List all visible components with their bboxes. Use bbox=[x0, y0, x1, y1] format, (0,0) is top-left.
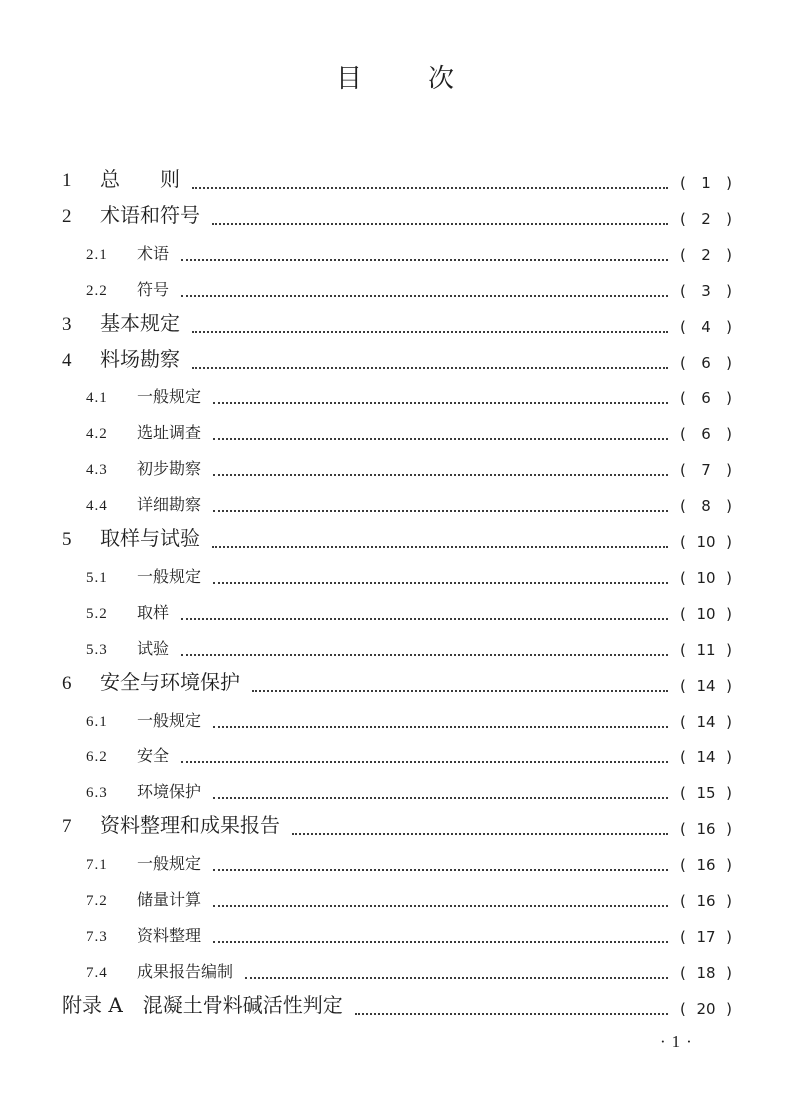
toc-entry-page: ( 7 ) bbox=[680, 461, 732, 480]
toc-entry-page-value: 16 bbox=[696, 820, 716, 839]
toc-entry-page-value: 1 bbox=[701, 174, 711, 192]
toc-entry[interactable] bbox=[0, 701, 790, 731]
toc-entry[interactable] bbox=[0, 270, 790, 300]
toc-entry[interactable] bbox=[0, 521, 790, 551]
toc-entry-page: ( 17 ) bbox=[680, 927, 732, 946]
toc-entry-label: 安全 bbox=[137, 746, 170, 766]
toc-leader-dots bbox=[213, 726, 668, 728]
toc-leader-dots bbox=[292, 833, 668, 835]
toc-entry[interactable] bbox=[0, 844, 790, 874]
toc-entry-page: ( 18 ) bbox=[680, 963, 732, 982]
toc-entry-number: 7.3 bbox=[86, 928, 108, 945]
toc-entry-page-value: 4 bbox=[701, 317, 711, 336]
toc-entry-page-value: 10 bbox=[696, 604, 716, 623]
toc-entry-label: 取样与试验 bbox=[100, 526, 200, 550]
toc-entry-page-value: 17 bbox=[696, 927, 716, 946]
toc-entry-page: ( 10 ) bbox=[680, 533, 732, 551]
toc-entry[interactable] bbox=[0, 916, 790, 946]
toc-entry-number: 1 bbox=[62, 170, 72, 191]
toc-entry[interactable] bbox=[0, 413, 790, 443]
toc-entry-page: ( 6 ) bbox=[680, 389, 732, 408]
title-char-1: 目 bbox=[335, 64, 362, 94]
toc-entry[interactable] bbox=[0, 485, 790, 515]
toc-entry-page: ( 16 ) bbox=[680, 892, 732, 910]
toc-entry-number: 4.2 bbox=[86, 426, 108, 443]
toc-entry-number: 4.4 bbox=[86, 498, 108, 515]
toc-leader-dots bbox=[181, 618, 668, 620]
toc-entry-label: 取样 bbox=[137, 602, 170, 622]
toc-entry-page-value: 16 bbox=[696, 856, 716, 875]
toc-entry-number: 5.1 bbox=[86, 569, 108, 586]
toc-entry-page: ( 16 ) bbox=[680, 820, 732, 839]
toc-entry[interactable] bbox=[0, 234, 790, 264]
toc-entry-page-value: 14 bbox=[696, 712, 716, 731]
toc-entry[interactable] bbox=[0, 665, 790, 695]
toc-entry-page: ( 10 ) bbox=[680, 604, 732, 623]
toc-entry-label: 储量计算 bbox=[137, 890, 202, 909]
toc-leader-dots bbox=[355, 1013, 668, 1015]
toc-entry-number: 7.1 bbox=[86, 857, 108, 874]
toc-leader-dots bbox=[245, 977, 668, 979]
toc-entry-page: ( 2 ) bbox=[680, 209, 732, 228]
toc-entry[interactable] bbox=[0, 952, 790, 982]
toc-entry-page: ( 14 ) bbox=[680, 676, 732, 695]
toc-leader-dots bbox=[252, 690, 668, 692]
toc-entry-page-value: 6 bbox=[701, 353, 711, 372]
toc-leader-dots bbox=[213, 474, 668, 476]
toc-entry-page-value: 16 bbox=[696, 892, 716, 910]
toc-entry-page: ( 14 ) bbox=[680, 748, 732, 767]
toc-leader-dots bbox=[212, 546, 668, 548]
toc-entry-page-value: 14 bbox=[696, 676, 716, 695]
toc-entry-number: 6.1 bbox=[86, 713, 108, 730]
toc-leader-dots bbox=[213, 941, 668, 943]
toc-entry-page-value: 7 bbox=[701, 461, 711, 480]
toc-leader-dots bbox=[213, 905, 668, 907]
toc-entry-label: 成果报告编制 bbox=[137, 961, 234, 981]
toc-entry[interactable] bbox=[0, 306, 790, 336]
toc-entry-page-value: 2 bbox=[701, 245, 711, 264]
toc-entry-label: 一般规定 bbox=[137, 710, 202, 730]
toc-entry-number: 2.2 bbox=[86, 282, 108, 299]
toc-entry-number: 2.1 bbox=[86, 246, 108, 263]
toc-leader-dots bbox=[213, 797, 668, 799]
toc-entry-page-value: 11 bbox=[696, 640, 716, 659]
toc-entry-label: 附录 A 混凝土骨料碱活性判定 bbox=[62, 992, 343, 1017]
toc-entry[interactable] bbox=[0, 449, 790, 479]
toc-entry-page: ( 6 ) bbox=[680, 353, 732, 372]
toc-leader-dots bbox=[213, 402, 668, 404]
toc-leader-dots bbox=[192, 187, 668, 189]
toc-entry-page-value: 10 bbox=[696, 568, 716, 587]
toc-entry[interactable] bbox=[0, 593, 790, 623]
toc-entry[interactable] bbox=[0, 736, 790, 766]
toc-leader-dots bbox=[213, 438, 668, 440]
toc-entry-page: ( 10 ) bbox=[680, 568, 732, 587]
toc-entry-label: 一般规定 bbox=[137, 566, 202, 586]
toc-entry-label: 一般规定 bbox=[137, 387, 202, 407]
toc-leader-dots bbox=[181, 761, 668, 763]
toc-entry-number: 3 bbox=[62, 313, 72, 335]
page-number: ·1· bbox=[660, 1032, 698, 1051]
toc-entry[interactable] bbox=[0, 162, 790, 192]
toc-entry[interactable] bbox=[0, 377, 790, 407]
toc-entry-label: 资料整理和成果报告 bbox=[100, 813, 280, 838]
toc-entry-page-value: 18 bbox=[696, 963, 716, 982]
toc-entry-label: 环境保护 bbox=[137, 782, 202, 802]
toc-leader-dots bbox=[192, 367, 668, 369]
toc-entry-number: 4 bbox=[62, 349, 72, 371]
toc-entry[interactable] bbox=[0, 772, 790, 802]
toc-entry-page: ( 20 ) bbox=[680, 999, 732, 1018]
toc-entry-page-value: 6 bbox=[701, 389, 711, 408]
toc-entry[interactable] bbox=[0, 342, 790, 372]
toc-entry[interactable] bbox=[0, 808, 790, 838]
toc-entry-page-value: 14 bbox=[696, 748, 716, 767]
toc-entry-number: 5.3 bbox=[86, 641, 108, 658]
toc-leader-dots bbox=[181, 259, 668, 261]
toc-entry-number: 5.2 bbox=[86, 605, 108, 622]
toc-entry-number: 6.3 bbox=[86, 785, 108, 802]
toc-entry-number: 7.2 bbox=[86, 893, 108, 909]
toc-entry-label: 详细勘察 bbox=[137, 495, 202, 515]
toc-entry-label: 料场勘察 bbox=[100, 346, 180, 371]
toc-entry[interactable] bbox=[0, 988, 790, 1018]
toc-entry-number: 6.2 bbox=[86, 749, 108, 766]
toc-entry-page: ( 11 ) bbox=[680, 640, 732, 659]
toc-entry-label: 术语 bbox=[137, 243, 170, 263]
toc-leader-dots bbox=[213, 869, 668, 871]
toc-entry-label: 试验 bbox=[137, 638, 170, 658]
toc-entry[interactable] bbox=[0, 557, 790, 587]
toc-entry-page: ( 3 ) bbox=[680, 281, 732, 300]
toc-entry-number: 4.3 bbox=[86, 462, 108, 479]
toc-entry-label: 符号 bbox=[137, 279, 170, 299]
toc-entry-label: 一般规定 bbox=[137, 854, 202, 874]
toc-entry-page: ( 2 ) bbox=[680, 245, 732, 264]
toc-entry[interactable] bbox=[0, 198, 790, 228]
toc-leader-dots bbox=[213, 582, 668, 584]
toc-entry-number: 7.4 bbox=[86, 964, 108, 981]
page-title bbox=[0, 58, 790, 95]
toc-entry-label: 资料整理 bbox=[137, 925, 202, 945]
toc-entry-page: ( 14 ) bbox=[680, 712, 732, 731]
toc-entry-number: 5 bbox=[62, 529, 72, 550]
toc-entry-page-value: 2 bbox=[701, 209, 711, 228]
toc-entry-number: 4.1 bbox=[86, 390, 108, 407]
toc-entry-page-value: 10 bbox=[696, 533, 716, 551]
toc-leader-dots bbox=[181, 295, 668, 297]
toc-entry-page-value: 6 bbox=[701, 425, 711, 444]
toc-entry-label: 术语和符号 bbox=[100, 202, 200, 227]
toc-leader-dots bbox=[213, 510, 668, 512]
toc-entry-page: ( 6 ) bbox=[680, 425, 732, 444]
toc-leader-dots bbox=[181, 654, 668, 656]
toc-leader-dots bbox=[212, 223, 668, 225]
toc-entry-page: ( 15 ) bbox=[680, 784, 732, 803]
toc-entry-page-value: 3 bbox=[701, 281, 711, 300]
toc-entry-page: ( 16 ) bbox=[680, 856, 732, 875]
toc-leader-dots bbox=[192, 331, 668, 333]
toc-entry-label: 总 则 bbox=[100, 167, 180, 191]
toc-entry-page-value: 15 bbox=[696, 784, 716, 803]
toc-entry-label: 初步勘察 bbox=[137, 459, 202, 479]
toc-entry-page-value: 8 bbox=[701, 497, 711, 516]
toc-entry-label: 安全与环境保护 bbox=[100, 669, 240, 694]
toc-entry-label: 基本规定 bbox=[100, 310, 180, 335]
title-char-2: 次 bbox=[428, 64, 455, 94]
toc-entry[interactable] bbox=[0, 629, 790, 659]
toc-entry-page: ( 4 ) bbox=[680, 317, 732, 336]
toc-entry-label: 选址调查 bbox=[137, 423, 202, 443]
toc-entry[interactable] bbox=[0, 880, 790, 910]
toc-entry-page: ( 1 ) bbox=[680, 174, 732, 192]
toc-entry-number: 7 bbox=[62, 816, 72, 838]
toc-entry-number: 2 bbox=[62, 205, 72, 227]
toc-entry-page-value: 20 bbox=[696, 999, 716, 1018]
toc-entry-page: ( 8 ) bbox=[680, 497, 732, 516]
toc-entry-number: 6 bbox=[62, 672, 72, 694]
